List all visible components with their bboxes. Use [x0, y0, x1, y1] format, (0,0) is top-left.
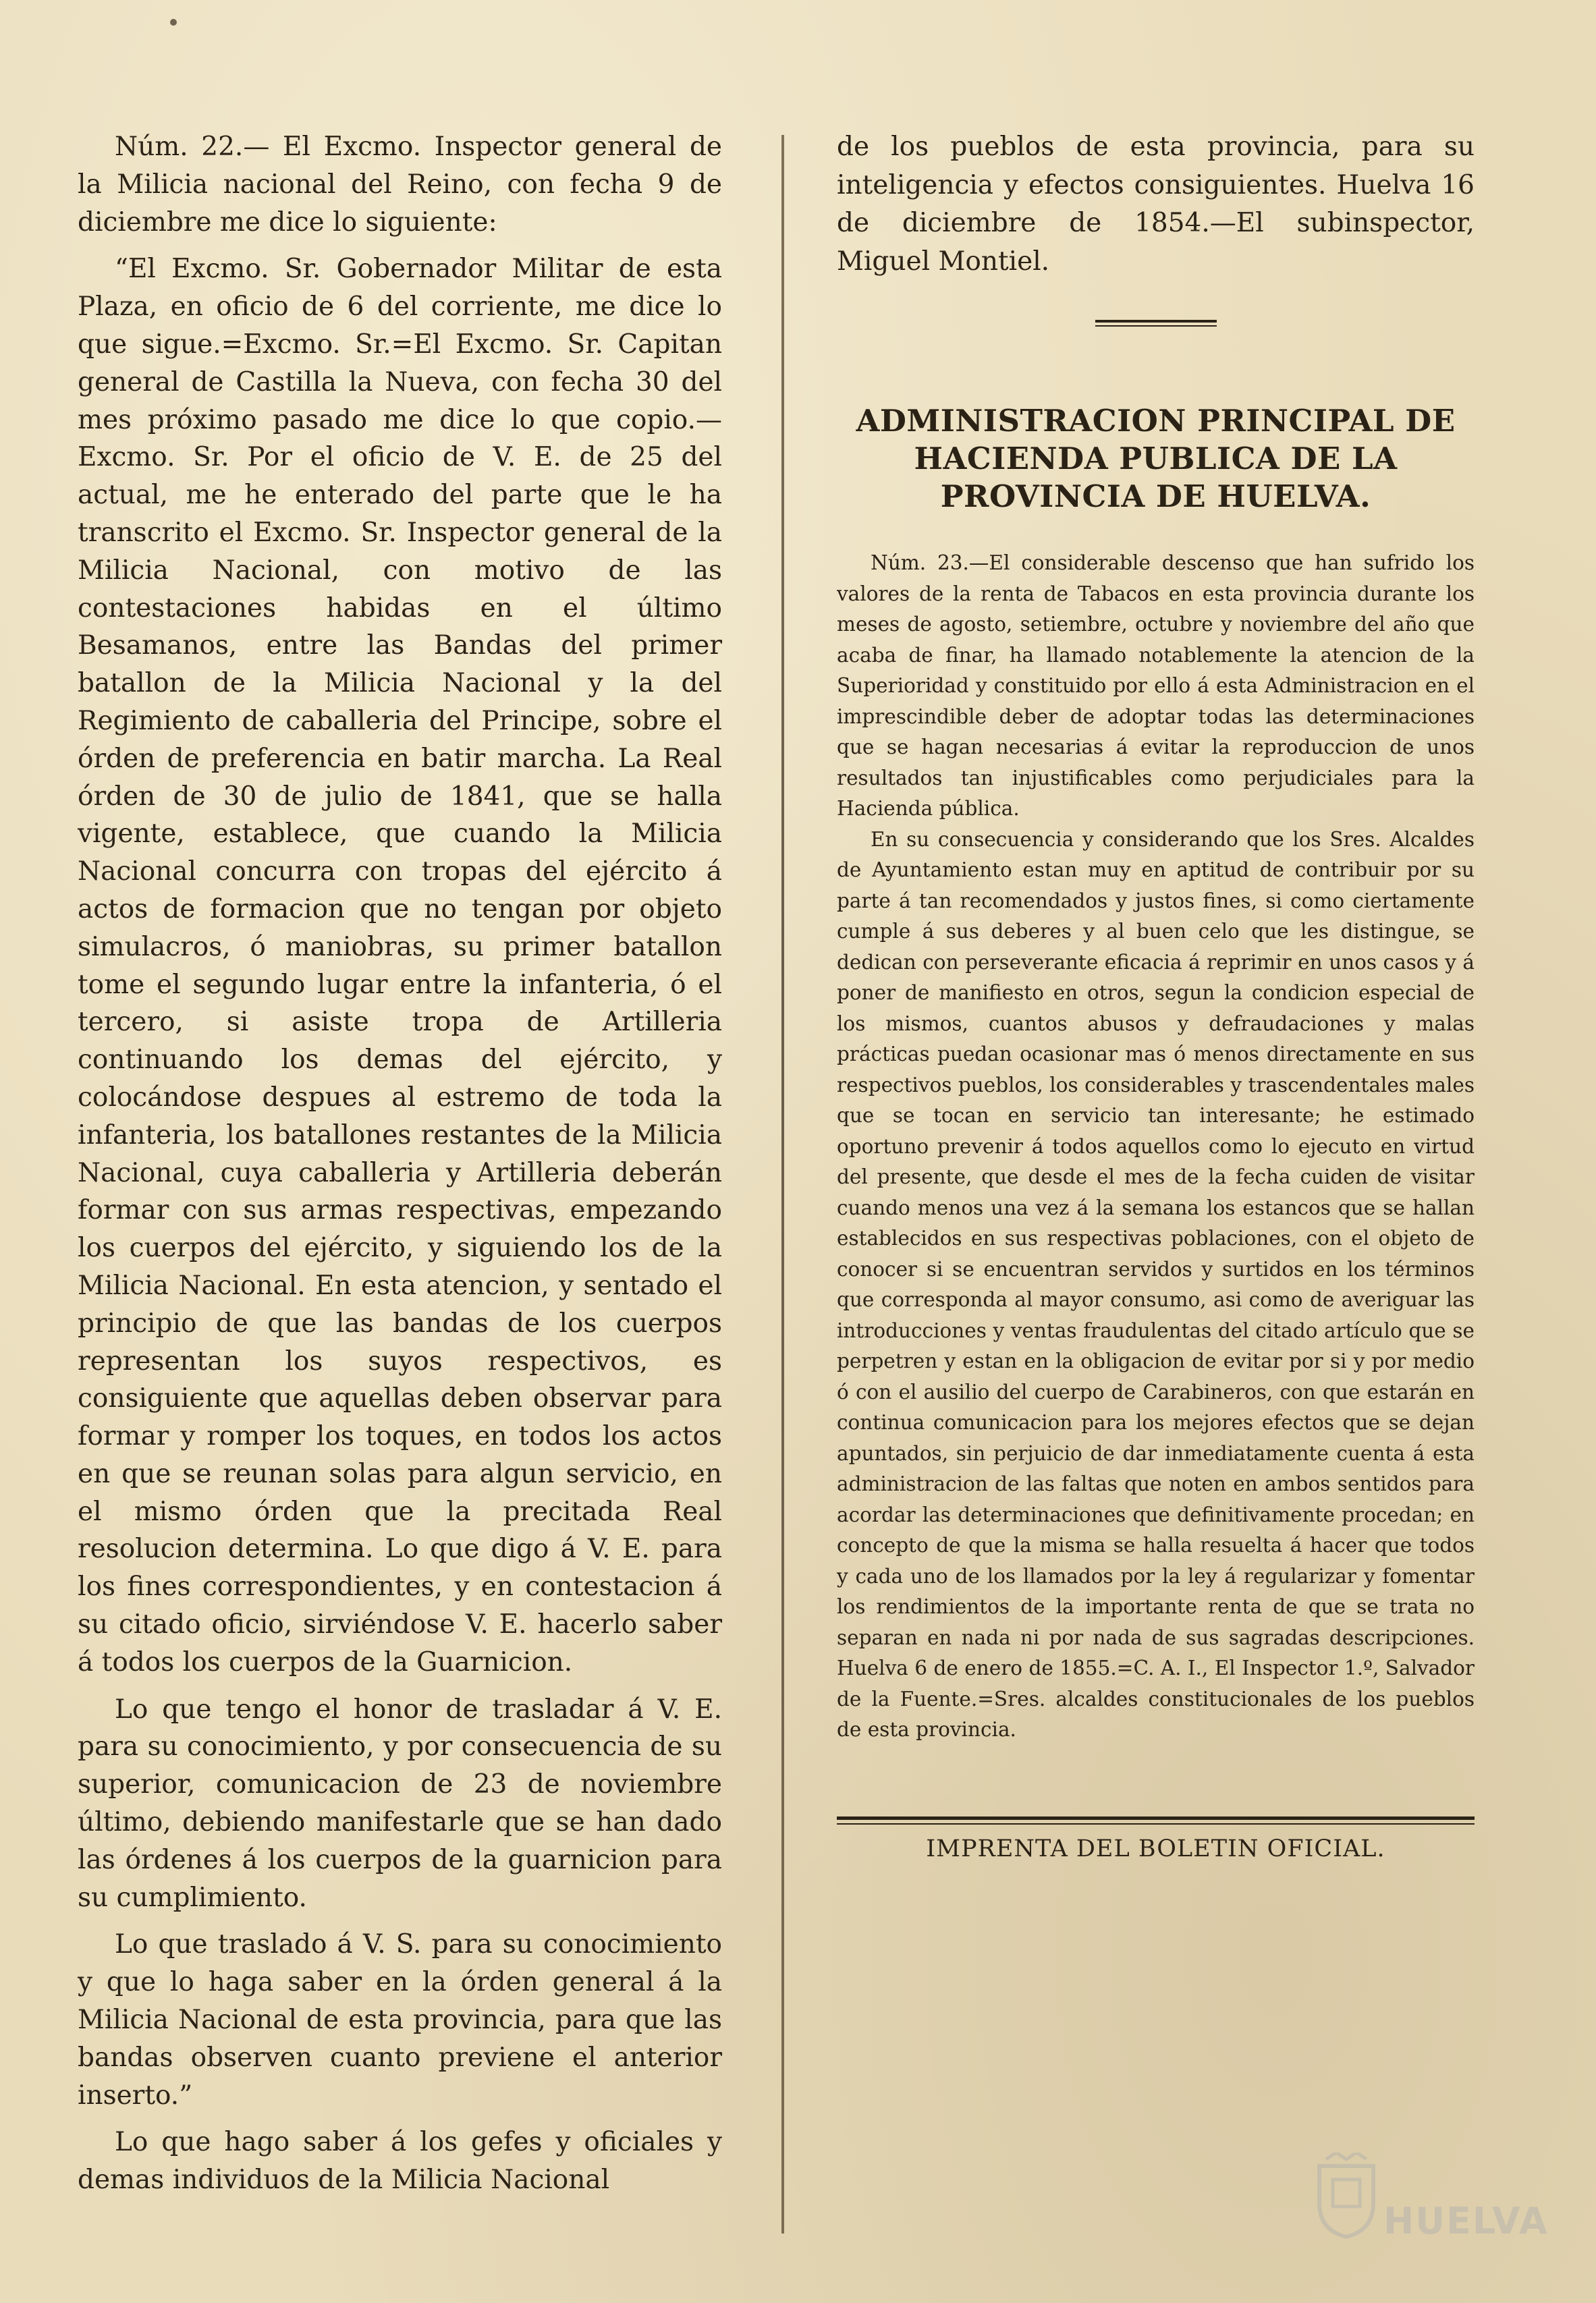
notice-paragraph-1: Núm. 23.—El considerable descenso que han sufrido los valores de la renta de Tabacos en esta provincia durante los meses de agosto, setiembre, octubre y noviembre del año que acaba de finar, ha llamado notablemente la atencion de la Superioridad y constituido por ello á esta Administracion en el imprescindible deber de adoptar todas las determinaciones que se hagan necesarias á evitar la reproduccion de unos resultados tan injustificables como perjudiciales para la Hacienda pública.	[837, 551, 1475, 820]
footer-rule	[837, 1816, 1475, 1825]
left-paragraph-5: Lo que hago saber á los gefes y oficiales y demas individuos de la Milicia Nacional	[78, 2127, 722, 2196]
archive-watermark	[1313, 2153, 1556, 2247]
column-divider	[781, 135, 784, 2233]
right-continuation: de los pueblos de esta provincia, para su inteligencia y efectos consiguientes. Huelva 16 de diciembre de 1854.—El subinspector, Miguel Montiel.	[837, 132, 1475, 277]
left-paragraph-3: Lo que tengo el honor de trasladar á V. E. para su conocimiento, y por consecuencia de su superior, comunicacion de 23 de noviembre último, debiendo manifestarle que se han dado las órdenes á los cuerpos de la guarnicion para su cumplimiento.	[78, 1694, 722, 1913]
shield-icon	[1313, 2153, 1380, 2240]
left-column	[78, 128, 722, 2199]
watermark-text: HUELVA	[1383, 2200, 1549, 2242]
section-ornament-rule	[1095, 318, 1217, 328]
left-paragraph-4: Lo que traslado á V. S. para su conocimiento y que lo haga saber en la órden general á la Milicia Nacional de esta provincia, para que las bandas observen cuanto previene el anterior inserto.”	[78, 1929, 722, 2111]
left-paragraph-1: Núm. 22.— El Excmo. Inspector general de la Milicia nacional del Reino, con fecha 9 de diciembre me dice lo siguiente:	[78, 132, 722, 238]
ink-speck	[170, 19, 177, 26]
notice-body	[837, 548, 1475, 1746]
right-column	[837, 128, 1475, 1862]
left-paragraph-2: “El Excmo. Sr. Gobernador Militar de esta Plaza, en oficio de 6 del corriente, me dice lo que sigue.=Excmo. Sr.=El Excmo. Sr. Capitan general de Castilla la Nueva, con fecha 30 del mes próximo pasado me dice lo que copio.—Excmo. Sr. Por el oficio de V. E. de 25 del actual, me he enterado del parte que le ha transcrito el Excmo. Sr. Inspector general de la Milicia Nacional, con motivo de las contestaciones habidas en el último Besamanos, entre las Bandas del primer batallon de la Milicia Nacional y la del Regimiento de caballeria del Principe, sobre el órden de preferencia en batir marcha. La Real órden de 30 de julio de 1841, que se halla vigente, establece, que cuando la Milicia Nacional concurra con tropas del ejército á actos de formacion que no tengan por objeto simulacros, ó maniobras, su primer batallon tome el segundo lugar entre la infanteria, ó el tercero, si asiste tropa de Artilleria continuando los demas del ejército, y colocándose despues al estremo de toda la infanteria, los batallones restantes de la Milicia Nacional, cuya caballeria y Artilleria deberán formar con sus armas respectivas, empezando los cuerpos del ejército, y siguiendo los de la Milicia Nacional. En esta atencion, y sentado el principio de que las bandas de los cuerpos representan los suyos respectivos, es consiguiente que aquellas deben observar para formar y romper los toques, en todos los actos en que se reunan solas para algun servicio, en el mismo órden que la precitada Real resolucion determina. Lo que digo á V. E. para los fines correspondientes, y en contestacion á su citado oficio, sirviéndose V. E. hacerlo saber á todos los cuerpos de la Guarnicion.	[78, 254, 722, 1677]
section-heading: ADMINISTRACION PRINCIPAL DE HACIENDA PUBLICA DE LA PROVINCIA DE HUELVA.	[856, 403, 1456, 514]
notice-paragraph-2: En su consecuencia y considerando que los Sres. Alcaldes de Ayuntamiento estan muy en aptitud de contribuir por su parte á tan recomendados y justos fines, si como ciertamente cumple á sus deberes y al buen celo que les distingue, se dedican con perseverante eficacia á reprimir en unos casos y á poner de manifiesto en otros, segun la condicion especial de los mismos, cuantos abusos y defraudaciones y malas prácticas puedan ocasionar mas ó menos directamente en sus respectivos pueblos, los considerables y trascendentales males que se tocan en servicio tan interesante; he estimado oportuno prevenir á todos aquellos como lo ejecuto en virtud del presente, que desde el mes de la fecha cuiden de visitar cuando menos una vez á la semana los estancos que se hallan establecidos en sus respectivas poblaciones, con el objeto de conocer si se encuentran servidos y surtidos en los términos que corresponda al mayor consumo, asi como de averiguar las introducciones y ventas fraudulentas del citado artículo que se perpetren y estan en la obligacion de evitar por si y por medio ó con el ausilio del cuerpo de Carabineros, con que estarán en continua comunicacion para los mejores efectos que se dejan apuntados, sin perjuicio de dar inmediatamente cuenta á esta administracion de las faltas que noten en ambos sentidos para acordar las determinaciones que definitivamente procedan; en concepto de que la misma se halla resuelta á hacer que todos y cada uno de los llamados por la ley á regularizar y fomentar los rendimientos de la importante renta de que se trata no separan en nada ni por nada de sus sagradas descripciones. Huelva 6 de enero de 1855.=C. A. I., El Inspector 1.º, Salvador de la Fuente.=Sres. alcaldes constitucionales de los pueblos de esta provincia.	[837, 827, 1475, 1741]
printer-imprint: IMPRENTA DEL BOLETIN OFICIAL.	[926, 1835, 1385, 1862]
